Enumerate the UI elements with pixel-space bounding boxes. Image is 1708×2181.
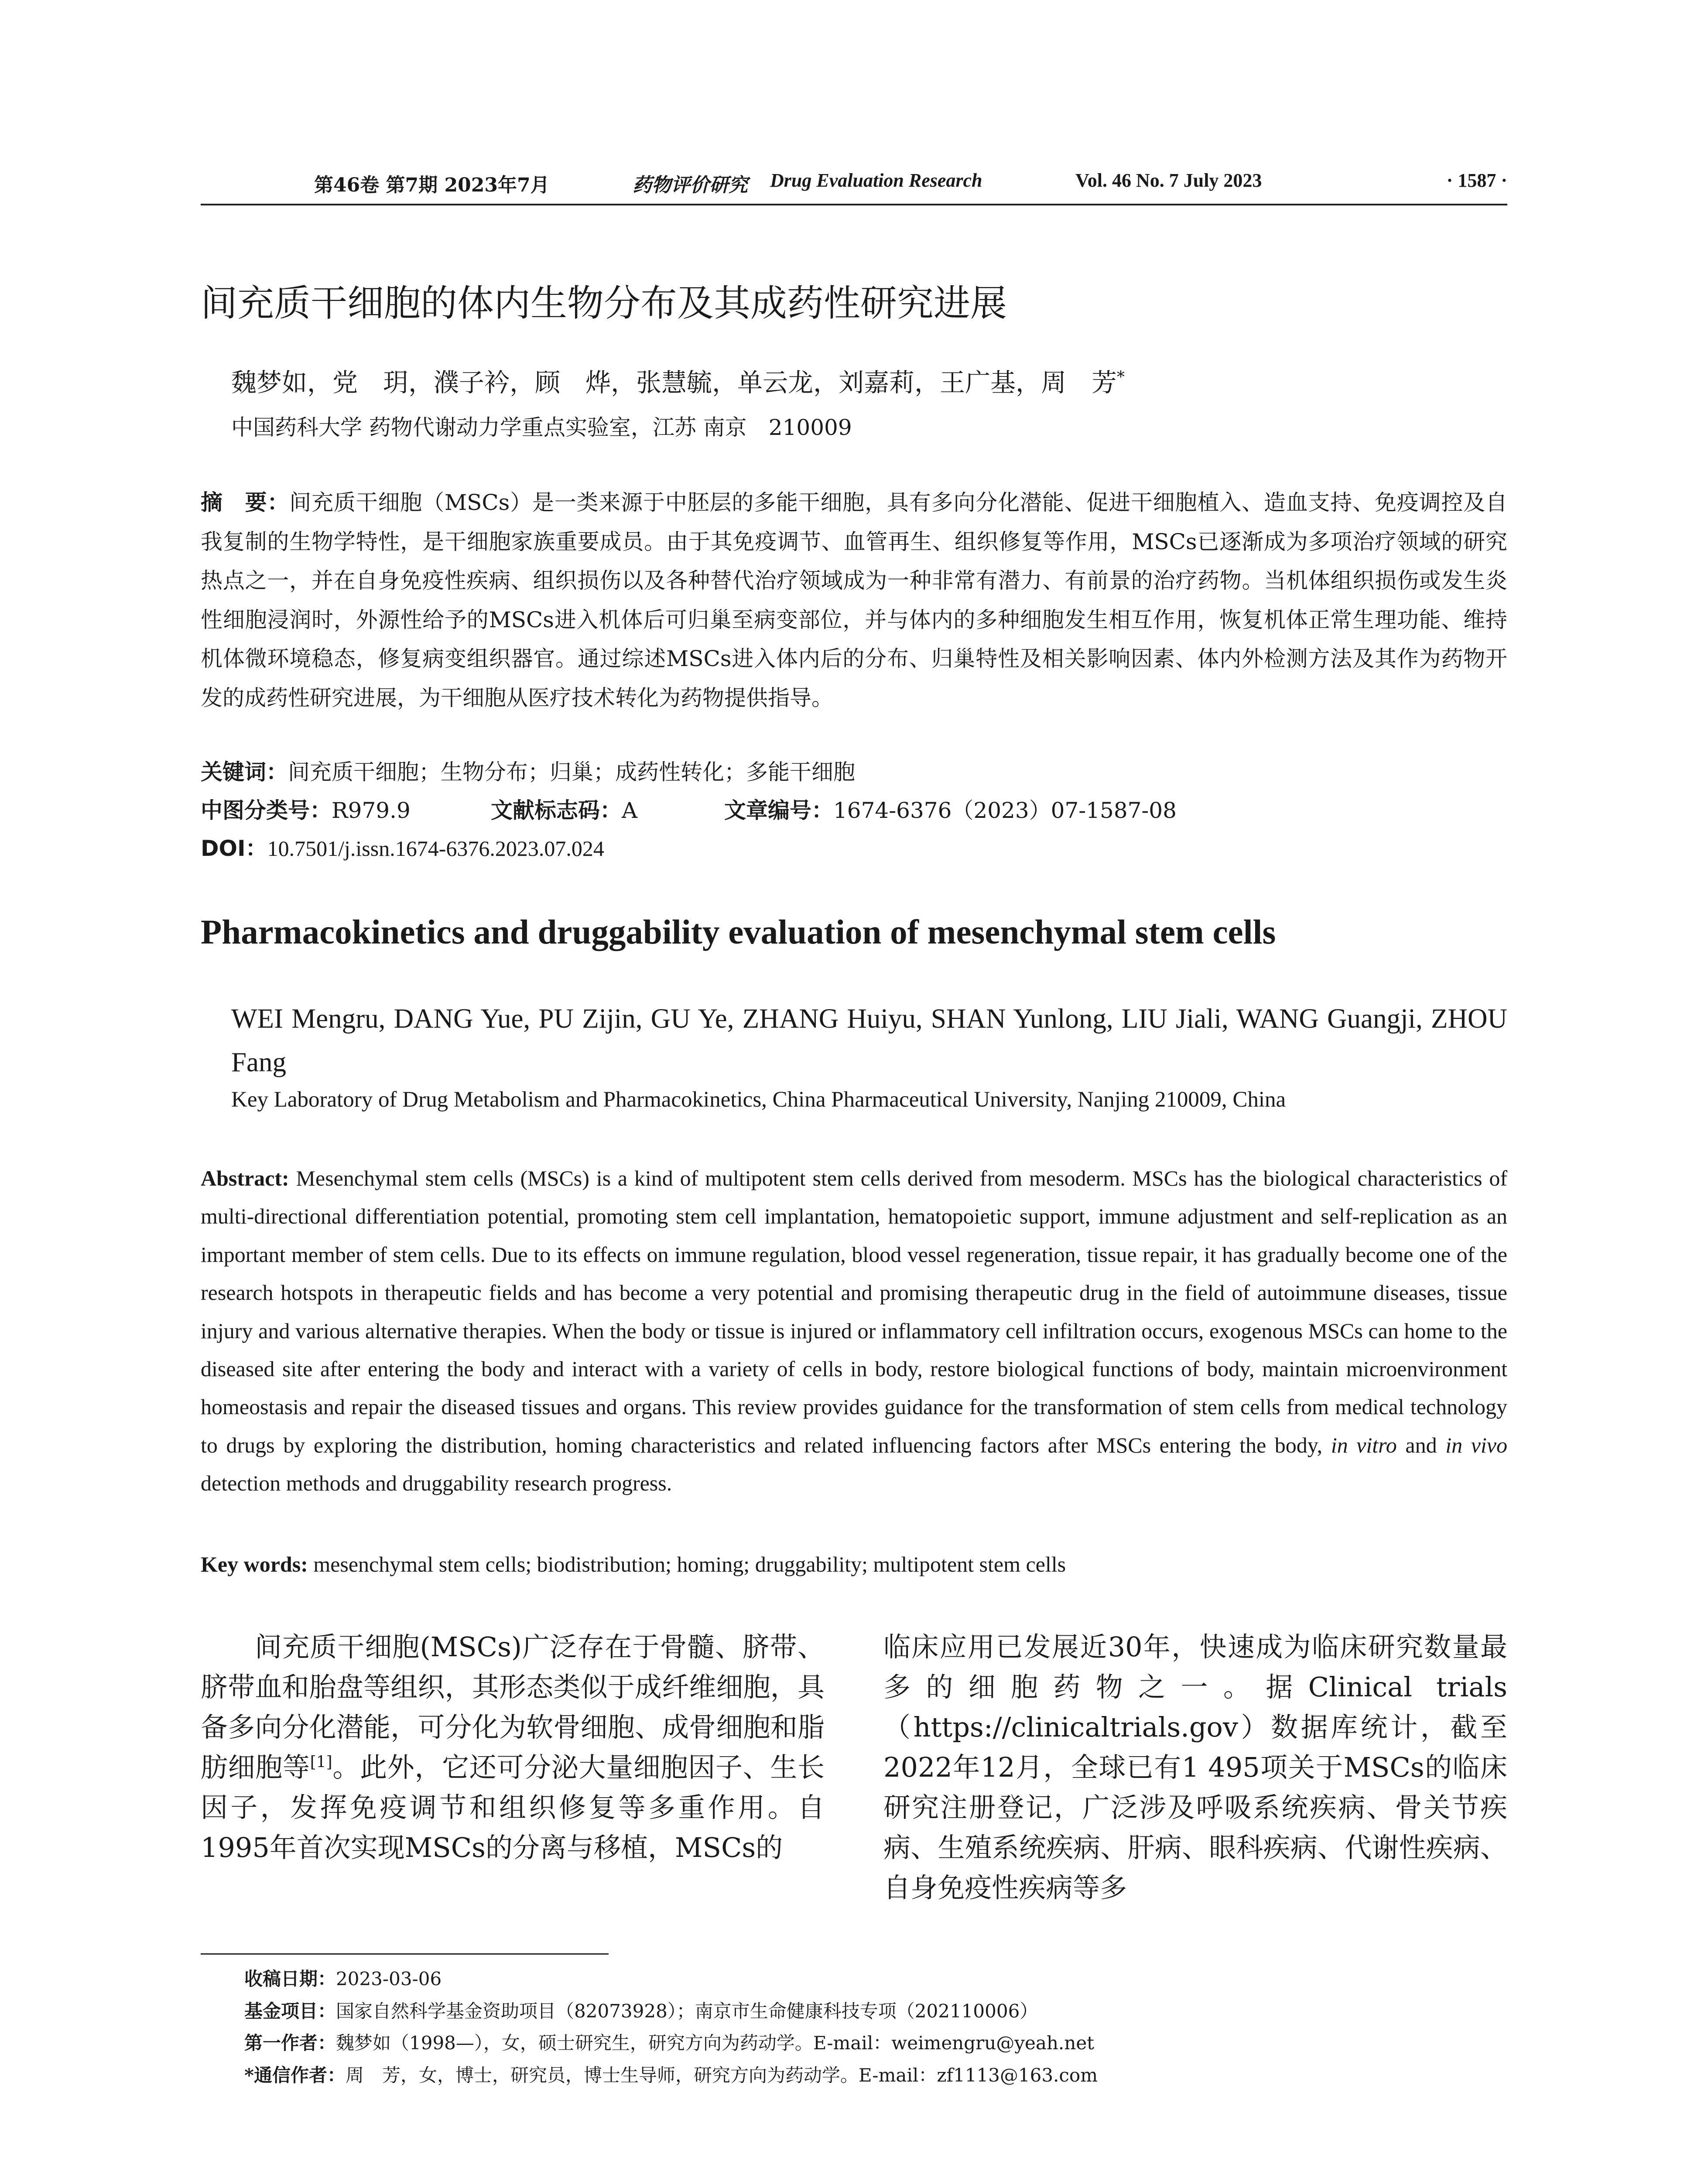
keywords-en-label: Key words: [201,1552,308,1576]
authors-en: WEI Mengru, DANG Yue, PU Zijin, GU Ye, ZHANG Huiyu, SHAN Yunlong, LIU Jiali, WANG Guangji, ZHOU Fang [231,1003,1507,1077]
doi-value[interactable]: 10.7501/j.issn.1674-6376.2023.07.024 [267,836,604,861]
corresponding-author-mark: * [1117,368,1125,386]
running-header [201,166,1507,205]
abstract-cn-label: 摘 要： [201,490,290,515]
affiliation-en: Key Laboratory of Drug Metabolism and Pharmacokinetics, China Pharmaceutical University, Nanjing 210009, China [231,1087,1286,1112]
abstract-cn [201,483,1507,718]
footnote-corresponding-author [244,2059,1098,2092]
first-author-value: 魏梦如（1998—），女，硕士研究生，研究方向为药动学。E-mail：weimengru@yeah.net [336,2032,1095,2054]
authors-cn-names: 魏梦如，党 玥，濮子衿，顾 烨，张慧毓，单云龙，刘嘉莉，王广基，周 芳 [231,368,1117,397]
keywords-cn-label: 关键词： [201,759,288,785]
abstract-en-text-2: and [1397,1432,1446,1457]
header-rule [201,204,1507,205]
footnote-rule [201,1953,609,1955]
article-title-en: Pharmacokinetics and druggability evaluation of mesenchymal stem cells [201,913,1276,951]
keywords-en-text: mesenchymal stem cells; biodistribution; homing; druggability; multipotent stem cells [308,1552,1066,1576]
doi-row [201,831,604,862]
citation-ref-1[interactable]: [1] [310,1753,332,1771]
abstract-en-italic-in-vivo: in vivo [1445,1432,1507,1457]
abstract-en-text-3: detection methods and druggability research progress. [201,1471,672,1496]
fund-value: 国家自然科学基金资助项目（82073928）；南京市生命健康科技专项（202110006） [336,2000,1038,2022]
clc-number [201,793,411,824]
affiliation-cn: 中国药科大学 药物代谢动力学重点实验室，江苏 南京 210009 [231,415,852,440]
document-code [491,793,637,824]
body-left-text-1: 间充质干细胞(MSCs)广泛存在于骨髓、脐带、脐带血和胎盘等组织，其形态类似于成纤维细胞，具备多向分化潜能，可分化为软骨细胞、成骨细胞和脂肪细胞等 [201,1631,825,1783]
classification-row [201,793,1507,823]
body-column-left [201,1627,825,1868]
header-volume-cn: 第46卷 第7期 2023年7月 [314,174,550,196]
body-left-text-2: 。此外，它还可分泌大量细胞因子、生长因子，发挥免疫调节和组织修复等多重作用。自1995年首次实现MSCs的分离与移植，MSCs的 [201,1751,825,1863]
header-page-number: · 1587 · [1446,170,1507,191]
document-code-value: A [622,798,638,823]
abstract-cn-text: 间充质干细胞（MSCs）是一类来源于中胚层的多能干细胞，具有多向分化潜能、促进干细胞植入、造血支持、免疫调控及自我复制的生物学特性，是干细胞家族重要成员。由于其免疫调节、血管再生、组织修复等作用，MSCs已逐渐成为多项治疗领域的研究热点之一，并在自身免疫性疾病、组织损伤以及各种替代治疗领域成为一种非常有潜力、有前景的治疗药物。当机体组织损伤或发生炎性细胞浸润时，外源性给予的MSCs进入机体后可归巢至病变部位，并与体内的多种细胞发生相互作用，恢复机体正常生理功能、维持机体微环境稳态，修复病变组织器官。通过综述MSCs进入体内后的分布、归巢特性及相关影响因素、体内外检测方法及其作为药物开发的成药性研究进展，为干细胞从医疗技术转化为药物提供指导。 [201,490,1507,711]
keywords-cn-text: 间充质干细胞；生物分布；归巢；成药性转化；多能干细胞 [288,759,855,785]
article-title-cn: 间充质干细胞的体内生物分布及其成药性研究进展 [201,282,1007,325]
authors-cn [231,362,1125,399]
corresponding-author-value: 周 芳，女，博士，研究员，博士生导师，研究方向为药动学。E-mail：zf1113@163.com [345,2064,1098,2086]
abstract-en-label: Abstract: [201,1166,289,1190]
fund-label: 基金项目： [244,2000,336,2022]
header-journal-name-en: Drug Evaluation Research [770,170,982,191]
footnotes [244,1963,1098,2091]
article-number-label: 文章编号： [724,798,833,823]
keywords-cn [201,755,855,786]
body-column-right: 临床应用已发展近30年，快速成为临床研究数量最多的细胞药物之一。据Clinical trials（https://clinicaltrials.gov）数据库统计，截至2022年12月，全球已有1 495项关于MSCs的临床研究注册登记，广泛涉及呼吸系统疾病、骨关节疾病、生殖系统疾病、肝病、眼科疾病、代谢性疾病、自身免疫性疾病等多 [883,1631,1507,1904]
article-number-value: 1674-6376（2023）07-1587-08 [833,798,1177,823]
article-number [724,793,1177,824]
clc-label: 中图分类号： [201,798,332,823]
abstract-en [201,1159,1507,1503]
received-label: 收稿日期： [244,1968,336,1990]
doi-label: DOI： [201,836,267,861]
keywords-en [201,1552,1066,1577]
clc-value: R979.9 [332,798,411,823]
header-volume-en: Vol. 46 No. 7 July 2023 [1075,170,1262,191]
footnote-received-date [244,1963,1098,1995]
journal-logo-text: 药物评价研究 [633,174,748,196]
received-value: 2023-03-06 [336,1968,442,1990]
abstract-en-text-1: Mesenchymal stem cells (MSCs) is a kind of multipotent stem cells derived from mesoderm. MSCs has the biological characteristics of multi-directional differentiation potential, promoting stem cell implantation, hematopoietic support, immune adjustment and self-replication as an important member of stem cells. Due to its effects on immune regulation, blood vessel regeneration, tissue repair, it has gradually become one of the research hotspots in therapeutic fields and has become a very potential and promising therapeutic drug in the field of autoimmune diseases, tissue injury and various alternative therapies. When the body or tissue is injured or inflammatory cell infiltration occurs, exogenous MSCs can home to the diseased site after entering the body and interact with a variety of cells in body, restore biological functions of body, maintain microenvironment homeostasis and repair the diseased tissues and organs. This review provides guidance for the transformation of stem cells from medical technology to drugs by exploring the distribution, homing characteristics and related influencing factors after MSCs entering the body, [201,1166,1507,1457]
document-code-label: 文献标志码： [491,798,622,823]
first-author-label: 第一作者： [244,2032,336,2054]
footnote-fund [244,1995,1098,2027]
abstract-en-italic-in-vitro: in vitro [1331,1432,1397,1457]
corresponding-author-label: *通信作者： [244,2064,346,2086]
footnote-first-author [244,2027,1098,2059]
